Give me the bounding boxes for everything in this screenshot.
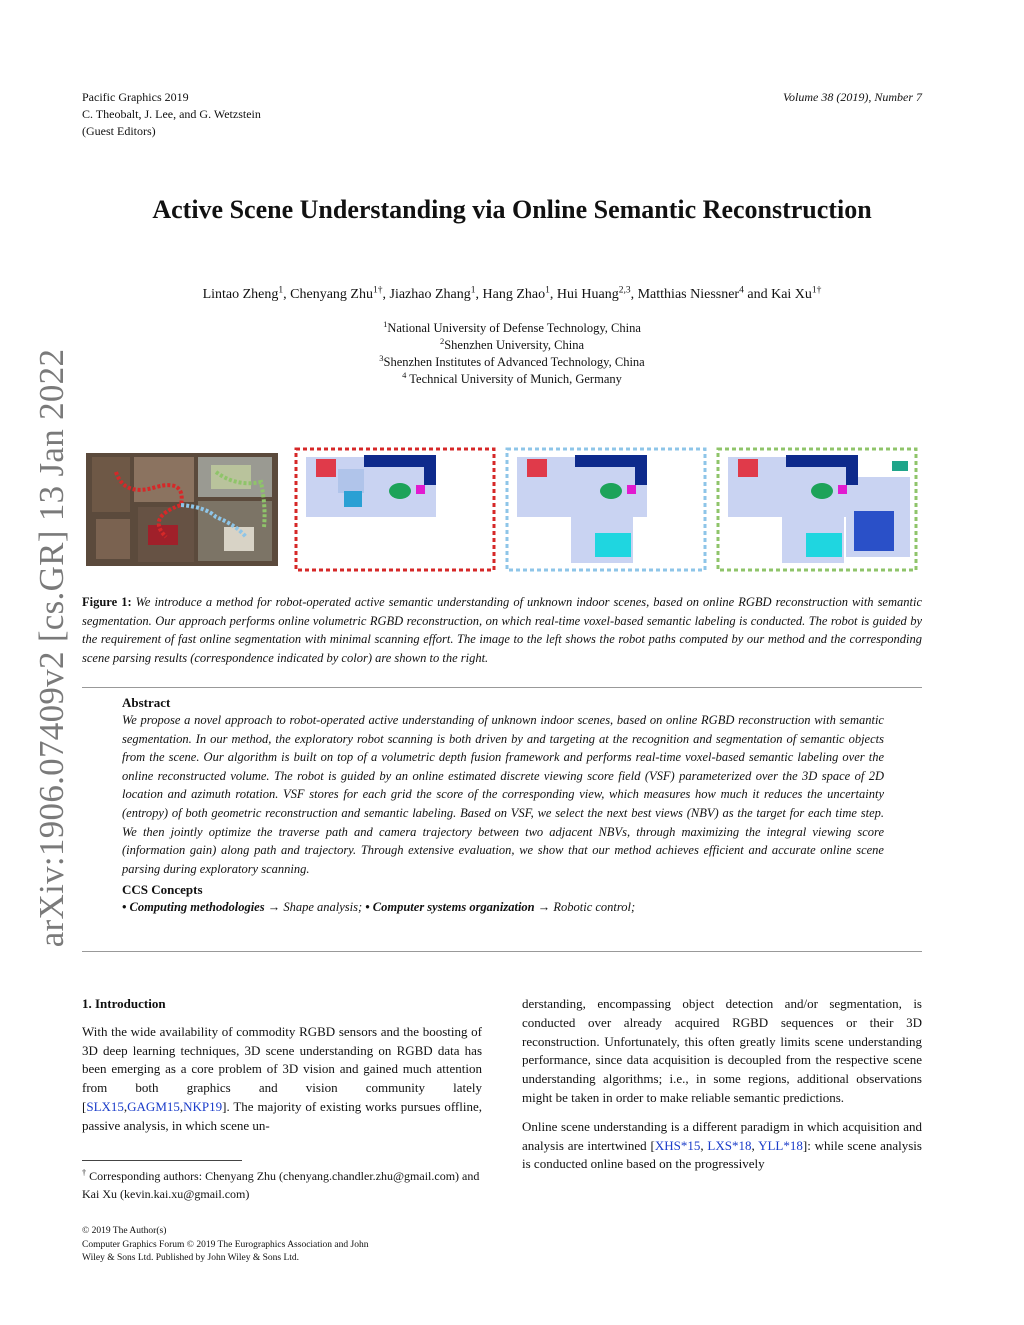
author: Chenyang Zhu	[290, 287, 373, 302]
author: Jiazhao Zhang	[389, 287, 471, 302]
figure-label: Figure 1:	[82, 595, 132, 609]
author-list: Lintao Zheng$^1$, Chenyang Zhu$^{1\dagger}$, Jiazhao Zhang$^1$, Hang Zhao$^1$, Hui Huang$^{2,3}$, Matthias Niessner$^4$ and Kai $Xu^{1\dagger}$	[202, 285, 822, 302]
paper-title: Active Scene Understanding via Online Semantic Reconstruction	[152, 195, 872, 224]
affiliation: $^3$Shenzhen Institutes of Advanced Technology, China	[379, 352, 645, 369]
citation-link[interactable]: XHS*15	[654, 1137, 701, 1153]
citation-link[interactable]: NKP19	[183, 1098, 223, 1114]
abstract-heading: Abstract	[122, 695, 171, 710]
affiliation: $^2$Shenzhen University, China	[439, 335, 585, 352]
affiliations	[0, 320, 1024, 388]
venue: Pacific Graphics 2019	[82, 90, 189, 104]
divider	[82, 687, 922, 688]
volume-info: Volume 38 (2019), Number 7	[783, 90, 922, 104]
footnote: † Corresponding authors: Chenyang Zhu (chenyang.chandler.zhu@gmail.com) and Kai Xu (kevin.kai.xu@gmail.com)	[82, 1168, 480, 1201]
paragraph: Online scene understanding is a different paradigm in which acquisition and analysis are intertwined [XHS*15, LXS*18, YLL*18]: while scene analysis is conducted online based on the progressively	[522, 1118, 922, 1172]
citation-link[interactable]: YLL*18	[758, 1137, 803, 1153]
guest-editors-note: (Guest Editors)	[82, 124, 156, 138]
section-heading: 1. Introduction	[82, 996, 166, 1011]
author: Hang Zhao	[482, 287, 546, 302]
author: Matthias Niessner	[637, 287, 740, 302]
figure-caption: Figure 1: We introduce a method for robot-operated active semantic understanding of unknown indoor scenes, based on online RGBD reconstruction with semantic segmentation. Our approach performs online volumetric RGBD reconstruction, on which real-time voxel-based semantic labeling is conducted. The robot is guided by the requirement of fast online segmentation with minimal scanning effort. The image to the left shows the robot paths computed by our method and the corresponding scene parsing results (correspondence indicated by color) are shown to the right.	[82, 595, 923, 665]
copyright: © 2019 The Author(s) Computer Graphics Forum © 2019 The Eurographics Association and John Wiley & Sons Ltd. Published by John Wiley & Sons Ltd.	[82, 1226, 369, 1263]
paragraph: derstanding, encompassing object detection and/or segmentation, is conducted over already acquired RGBD sequences or their 3D reconstruction. Unfortunately, this often greatly limits scene understanding performance, since data acquisition is decoupled from the respective scene understanding algorithms; i.e., in some regions, additional observations might be taken in order to make reliable semantic predictions.	[522, 996, 922, 1105]
figure-panel-3	[716, 447, 918, 572]
paragraph: With the wide availability of commodity RGBD sensors and the boosting of 3D deep learning techniques, 3D scene understanding on RGBD data has been emerging as a core problem of 3D vision and gained much attention from both graphics and vision community lately [SLX15,GAGM15,NKP19]. The majority of existing works pursues offline, passive analysis, in which scene un-	[82, 1023, 482, 1133]
figure-floorplan	[86, 447, 278, 572]
floorplan-illustration	[86, 447, 278, 572]
citation-link[interactable]: LXS*18	[707, 1137, 752, 1153]
footnote-rule	[82, 1160, 242, 1161]
affiliation: $^4$ Technical University of Munich, Germany	[402, 369, 622, 386]
abstract-text: We propose a novel approach to robot-operated active understanding of unknown indoor scenes, based on online RGBD reconstruction with semantic segmentation. In our method, the exploratory robot scanning is both driven by and targeting at the recognition and segmentation of semantic objects from the scene. Our algorithm is built on top of a volumetric depth fusion framework and performs real-time voxel-based semantic labeling over the online reconstructed volume. The robot is guided by an online estimated discrete viewing score field (VSF) parameterized over the 3D space of 2D location and azimuth rotation. VSF stores for each grid the score of the corresponding view, which measures how much it reduces the uncertainty (entropy) of both geometric reconstruction and semantic labeling. Based on VSF, we select the next best views (NBV) as the target for each time step. We then jointly optimize the traverse path and camera trajectory between two adjacent NBVs, through maximizing the integral viewing score (information gain) along path and trajectory. Through extensive evaluation, we show that our method achieves efficient and accurate online scene parsing during exploratory scanning.	[122, 713, 884, 876]
right-column	[522, 995, 922, 1184]
affiliation: $^1$National University of Defense Technology, China	[383, 318, 641, 335]
figure-panel-1	[294, 447, 496, 572]
author: Hui Huang	[556, 287, 619, 302]
abstract	[122, 695, 884, 916]
author: Lintao Zheng	[202, 287, 279, 302]
guest-editors: C. Theobalt, J. Lee, and G. Wetzstein	[82, 107, 261, 121]
figure-panel-2	[505, 447, 707, 572]
citation-link[interactable]: GAGM15	[127, 1098, 180, 1114]
left-column	[82, 995, 482, 1146]
header-left	[82, 89, 261, 140]
author: Kai Xu	[771, 287, 812, 302]
citation-link[interactable]: SLX15	[86, 1098, 124, 1114]
ccs-heading: CCS Concepts	[122, 882, 203, 898]
divider	[82, 951, 922, 952]
ccs-concepts: • Computing methodologies → Shape analysis; • Computer systems organization → Robotic control;	[122, 900, 636, 915]
